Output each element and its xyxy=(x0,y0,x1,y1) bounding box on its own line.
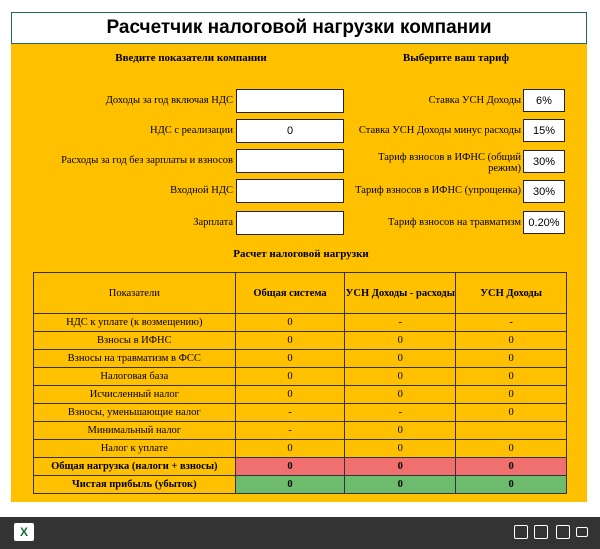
cell-value[interactable]: 0 xyxy=(235,440,345,458)
copy-icon[interactable] xyxy=(514,525,528,539)
input-vat-input[interactable] xyxy=(236,179,344,203)
cell-value[interactable]: 0 xyxy=(456,386,567,404)
cell-value[interactable]: - xyxy=(235,404,345,422)
vat-sales-input[interactable]: 0 xyxy=(236,119,344,143)
cell-value[interactable]: 0 xyxy=(345,422,456,440)
ifns-general-rate-input[interactable]: 30% xyxy=(523,150,565,173)
excel-icon[interactable]: X xyxy=(14,523,34,541)
table-row xyxy=(34,422,567,440)
ifns-simplified-rate-input[interactable]: 30% xyxy=(523,180,565,203)
page-title: Расчетчик налоговой нагрузки компании xyxy=(11,12,587,44)
row-label: Общая нагрузка (налоги + взносы) xyxy=(34,458,236,476)
save-icon[interactable] xyxy=(534,525,548,539)
cell-value[interactable]: 0 xyxy=(235,332,345,350)
table-row xyxy=(34,332,567,350)
taskbar xyxy=(0,517,600,549)
tariff-heading: Выберите ваш тариф xyxy=(402,52,510,64)
cell-value[interactable]: 0 xyxy=(345,440,456,458)
cell-value[interactable]: 0 xyxy=(456,332,567,350)
table-row xyxy=(34,404,567,422)
cell-value[interactable]: 0 xyxy=(345,458,456,476)
row-label: Исчисленный налог xyxy=(34,386,236,404)
cell-value[interactable]: - xyxy=(345,314,456,332)
column-header-usn-income-expenses: УСН Доходы - расходы xyxy=(345,273,456,314)
revenue-input[interactable] xyxy=(236,89,344,113)
row-label: Чистая прибыль (убыток) xyxy=(34,476,236,494)
cell-value[interactable]: 0 xyxy=(456,458,567,476)
total-burden-row xyxy=(34,458,567,476)
cell-value[interactable]: 0 xyxy=(456,440,567,458)
table-row xyxy=(34,386,567,404)
calculator-sheet xyxy=(11,12,587,502)
grid-view-icon[interactable] xyxy=(556,525,570,539)
column-header-indicators: Показатели xyxy=(34,273,236,314)
cell-value[interactable]: - xyxy=(235,422,345,440)
row-label: Налоговая база xyxy=(34,368,236,386)
field-label-salary: Зарплата xyxy=(193,217,233,228)
cell-value[interactable]: - xyxy=(456,314,567,332)
tariff-label-usn-income: Ставка УСН Доходы xyxy=(428,95,521,106)
cell-value[interactable]: 0 xyxy=(456,404,567,422)
net-profit-row xyxy=(34,476,567,494)
cell-value[interactable]: 0 xyxy=(235,386,345,404)
tariff-label-injury: Тариф взносов на травматизм xyxy=(388,217,521,228)
cell-value[interactable]: 0 xyxy=(456,476,567,494)
table-header-row xyxy=(34,273,567,314)
tariff-label-ifns-general: Тариф взносов в ИФНС (общий режим) xyxy=(378,152,521,174)
inputs-heading: Введите показатели компании xyxy=(115,52,267,64)
row-label: Взносы в ИФНС xyxy=(34,332,236,350)
cell-value[interactable]: 0 xyxy=(345,386,456,404)
expenses-input[interactable] xyxy=(236,149,344,173)
cell-value[interactable] xyxy=(456,422,567,440)
row-label: НДС к уплате (к возмещению) xyxy=(34,314,236,332)
tariff-label-usn-income-minus-expenses: Ставка УСН Доходы минус расходы xyxy=(358,125,521,136)
row-label: Взносы на травматизм в ФСС xyxy=(34,350,236,368)
field-label-expenses: Расходы за год без зарплаты и взносов xyxy=(61,155,233,166)
cell-value[interactable]: 0 xyxy=(345,368,456,386)
table-row xyxy=(34,440,567,458)
tariff-label-ifns-simplified: Тариф взносов в ИФНС (упрощенка) xyxy=(355,185,521,196)
table-row xyxy=(34,368,567,386)
table-row xyxy=(34,350,567,368)
cell-value[interactable]: 0 xyxy=(345,476,456,494)
table-row xyxy=(34,314,567,332)
row-label: Минимальный налог xyxy=(34,422,236,440)
calc-heading: Расчет налоговой нагрузки xyxy=(233,248,369,260)
column-header-usn-income: УСН Доходы xyxy=(456,273,567,314)
column-header-general: Общая система xyxy=(235,273,345,314)
field-label-input-vat: Входной НДС xyxy=(170,185,233,196)
field-label-revenue: Доходы за год включая НДС xyxy=(105,95,233,106)
usn-income-rate-input[interactable]: 6% xyxy=(523,89,565,112)
salary-input[interactable] xyxy=(236,211,344,235)
cell-value[interactable]: 0 xyxy=(235,476,345,494)
cell-value[interactable]: 0 xyxy=(345,350,456,368)
fullscreen-icon[interactable] xyxy=(576,527,588,537)
cell-value[interactable]: 0 xyxy=(456,350,567,368)
cell-value[interactable]: 0 xyxy=(235,458,345,476)
cell-value[interactable]: 0 xyxy=(235,350,345,368)
cell-value[interactable]: 0 xyxy=(235,314,345,332)
tax-burden-table xyxy=(33,272,567,494)
row-label: Взносы, уменьшающие налог xyxy=(34,404,236,422)
usn-income-expenses-rate-input[interactable]: 15% xyxy=(523,119,565,142)
cell-value[interactable]: - xyxy=(345,404,456,422)
cell-value[interactable]: 0 xyxy=(235,368,345,386)
cell-value[interactable]: 0 xyxy=(456,368,567,386)
row-label: Налог к уплате xyxy=(34,440,236,458)
injury-rate-input[interactable]: 0.20% xyxy=(523,211,565,234)
field-label-vat-sales: НДС с реализации xyxy=(150,125,233,136)
cell-value[interactable]: 0 xyxy=(345,332,456,350)
